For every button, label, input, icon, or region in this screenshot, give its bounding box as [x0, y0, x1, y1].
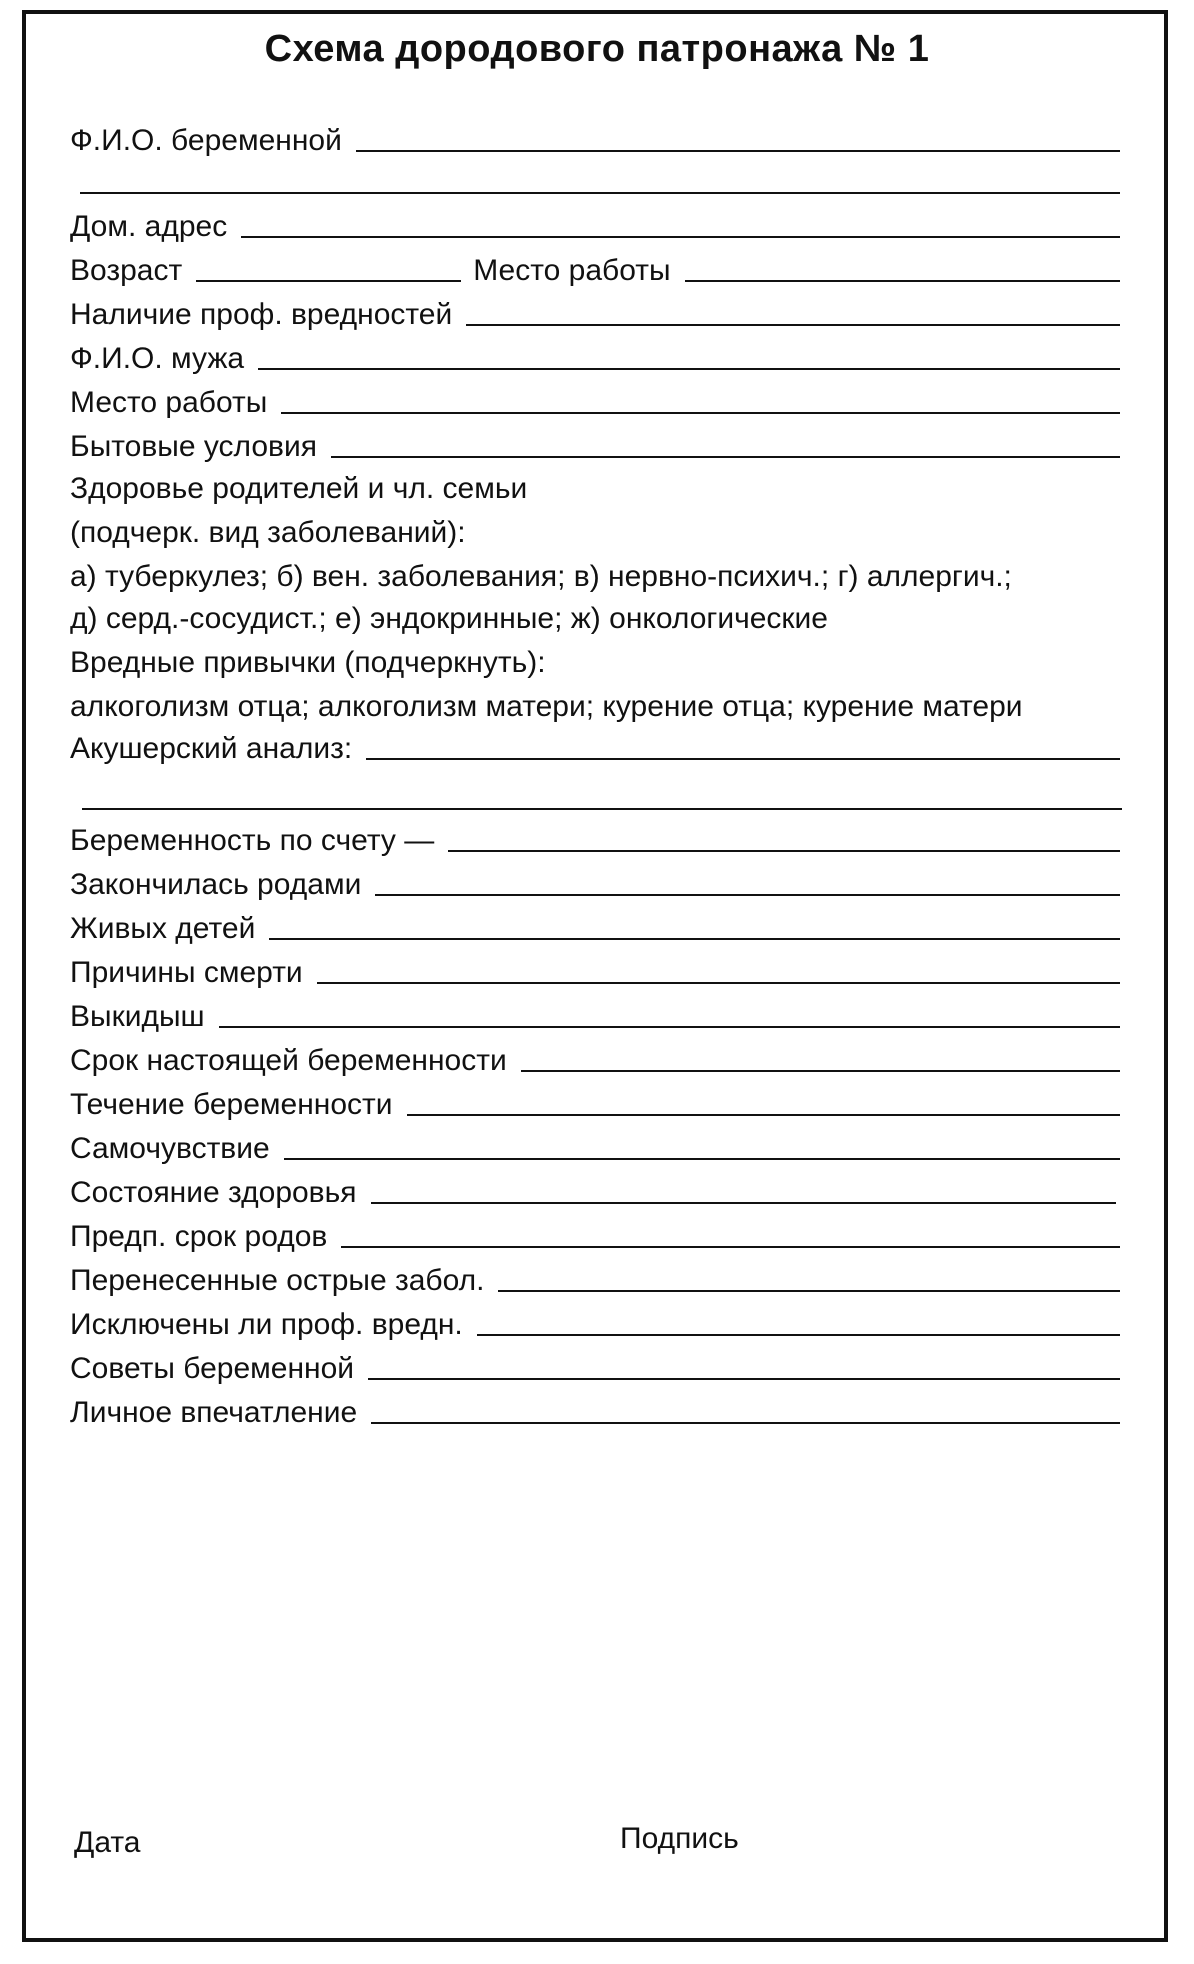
- field-pregnancy-number-input[interactable]: [448, 850, 1120, 852]
- field-miscarriage-input[interactable]: [219, 1026, 1120, 1028]
- field-pregnancy-course-label: Течение беременности: [70, 1088, 393, 1121]
- habits-list-text[interactable]: алкоголизм отца; алкоголизм матери; курение отца; курение матери: [70, 690, 1023, 723]
- field-pregnancy-number: [70, 818, 1120, 858]
- field-fio-pregnant-label: Ф.И.О. беременной: [70, 124, 342, 157]
- section-underline-diseases-label: (подчерк. вид заболеваний):: [70, 516, 466, 549]
- field-age-workplace: [70, 248, 1120, 288]
- field-health-state-label: Состояние здоровья: [70, 1176, 357, 1209]
- field-expected-due-date-label: Предп. срок родов: [70, 1220, 328, 1253]
- field-advice-input[interactable]: [368, 1378, 1120, 1380]
- field-occupational-hazards-label: Наличие проф. вредностей: [70, 298, 453, 331]
- field-acute-diseases-label: Перенесенные острые забол.: [70, 1264, 485, 1297]
- field-fio-pregnant-continuation-input[interactable]: [80, 192, 1120, 194]
- section-underline-diseases: [70, 510, 1120, 550]
- field-health-state: [70, 1170, 1116, 1210]
- field-miscarriage-label: Выкидыш: [70, 1000, 205, 1033]
- field-ended-in-birth-input[interactable]: [375, 894, 1120, 896]
- field-pregnancy-course-input[interactable]: [407, 1114, 1120, 1116]
- field-fio-husband-input[interactable]: [258, 368, 1120, 370]
- field-living-conditions-label: Бытовые условия: [70, 430, 317, 463]
- field-obstetric-history: [70, 726, 1120, 766]
- field-home-address-label: Дом. адрес: [70, 210, 228, 243]
- field-health-state-input[interactable]: [371, 1202, 1117, 1204]
- field-current-term: [70, 1038, 1120, 1078]
- field-fio-husband: [70, 336, 1120, 376]
- field-hazards-excluded: [70, 1302, 1120, 1342]
- field-workplace-label: Место работы: [473, 254, 671, 287]
- field-expected-due-date-input[interactable]: [341, 1246, 1120, 1248]
- section-family-health-label: Здоровье родителей и чл. семьи: [70, 472, 528, 505]
- field-obstetric-history-continuation-input[interactable]: [82, 808, 1122, 810]
- field-living-conditions: [70, 424, 1120, 464]
- diseases-list-1-text[interactable]: а) туберкулез; б) вен. заболевания; в) нервно-психич.; г) аллергич.;: [70, 560, 1012, 593]
- field-wellbeing: [70, 1126, 1120, 1166]
- field-fio-pregnant: [70, 118, 1120, 158]
- field-occupational-hazards-input[interactable]: [466, 324, 1120, 326]
- field-wellbeing-input[interactable]: [284, 1158, 1120, 1160]
- field-acute-diseases-input[interactable]: [498, 1290, 1120, 1292]
- field-ended-in-birth-label: Закончилась родами: [70, 868, 362, 901]
- field-hazards-excluded-label: Исключены ли проф. вредн.: [70, 1308, 463, 1341]
- section-bad-habits-label: Вредные привычки (подчеркнуть):: [70, 646, 546, 679]
- field-fio-husband-label: Ф.И.О. мужа: [70, 342, 245, 375]
- field-impression-label: Личное впечатление: [70, 1396, 358, 1429]
- field-living-children-label: Живых детей: [70, 912, 256, 945]
- field-obstetric-history-label: Акушерский анализ:: [70, 732, 353, 765]
- field-causes-of-death: [70, 950, 1120, 990]
- field-living-children-input[interactable]: [269, 938, 1120, 940]
- section-bad-habits: [70, 640, 1120, 680]
- field-advice: [70, 1346, 1120, 1386]
- diseases-list-2: [70, 596, 1120, 636]
- field-hazards-excluded-input[interactable]: [477, 1334, 1120, 1336]
- field-occupational-hazards: [70, 292, 1120, 332]
- field-living-children: [70, 906, 1120, 946]
- field-causes-of-death-input[interactable]: [317, 982, 1120, 984]
- field-home-address-input[interactable]: [241, 236, 1120, 238]
- field-home-address: [70, 204, 1120, 244]
- diseases-list-2-text[interactable]: д) серд.-сосудист.; е) эндокринные; ж) онкологические: [70, 602, 828, 635]
- field-husband-workplace-label: Место работы: [70, 386, 268, 419]
- field-acute-diseases: [70, 1258, 1120, 1298]
- field-age-input[interactable]: [196, 280, 461, 282]
- field-workplace-input[interactable]: [685, 280, 1120, 282]
- field-pregnancy-number-label: Беременность по счету —: [70, 824, 435, 857]
- field-living-conditions-input[interactable]: [331, 456, 1120, 458]
- field-husband-workplace: [70, 380, 1120, 420]
- field-wellbeing-label: Самочувствие: [70, 1132, 270, 1165]
- field-age-label: Возраст: [70, 254, 183, 287]
- footer-date-label: Дата: [74, 1826, 141, 1859]
- field-expected-due-date: [70, 1214, 1120, 1254]
- habits-list: [70, 684, 1140, 724]
- field-fio-pregnant-input[interactable]: [356, 150, 1120, 152]
- field-obstetric-history-input[interactable]: [366, 758, 1120, 760]
- field-fio-pregnant-continuation: [80, 160, 1120, 200]
- field-advice-label: Советы беременной: [70, 1352, 355, 1385]
- field-miscarriage: [70, 994, 1120, 1034]
- field-causes-of-death-label: Причины смерти: [70, 956, 303, 989]
- field-current-term-label: Срок настоящей беременности: [70, 1044, 507, 1077]
- field-current-term-input[interactable]: [521, 1070, 1120, 1072]
- field-impression: [70, 1390, 1120, 1430]
- field-obstetric-history-continuation: [82, 776, 1122, 816]
- section-family-health: [70, 466, 1120, 506]
- diseases-list-1: [70, 554, 1140, 594]
- field-pregnancy-course: [70, 1082, 1120, 1122]
- field-impression-input[interactable]: [371, 1422, 1120, 1424]
- field-husband-workplace-input[interactable]: [281, 412, 1120, 414]
- field-ended-in-birth: [70, 862, 1120, 902]
- footer-signature-label: Подпись: [620, 1822, 739, 1855]
- form-title: Схема дородового патронажа № 1: [264, 28, 930, 70]
